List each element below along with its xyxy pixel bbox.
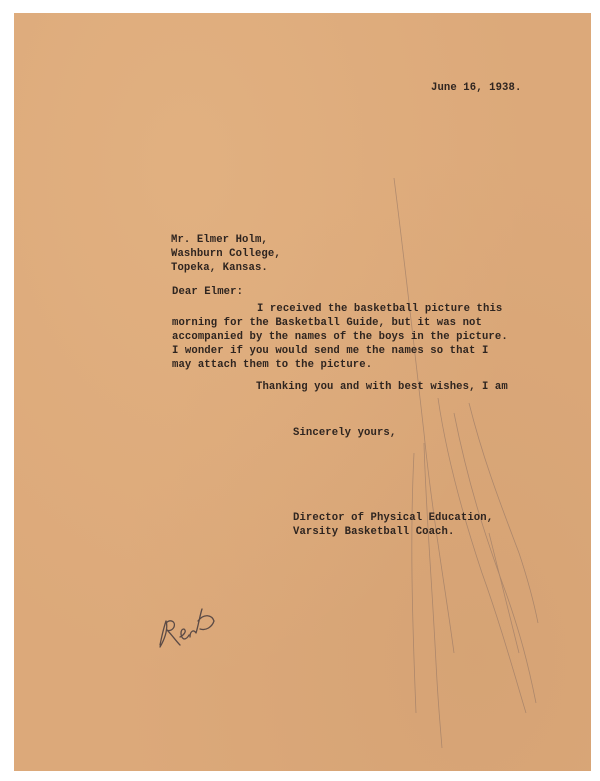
signature-title: Director of Physical Education, [293, 512, 494, 524]
body-line: I wonder if you would send me the names so that I [172, 345, 489, 357]
handwritten-recd-mark-icon [154, 601, 224, 661]
complimentary-closing: Sincerely yours, [293, 427, 397, 439]
body-line: morning for the Basketball Guide, but it was not [172, 317, 482, 329]
recipient-institution: Washburn College, [171, 248, 281, 260]
body-line: I received the basketball picture this [257, 303, 503, 315]
thanks-line: Thanking you and with best wishes, I am [256, 381, 508, 393]
recipient-name: Mr. Elmer Holm, [171, 234, 268, 246]
letter-sheet [14, 13, 591, 771]
signature-subtitle: Varsity Basketball Coach. [293, 526, 455, 538]
recipient-location: Topeka, Kansas. [171, 262, 268, 274]
letter-date: June 16, 1938. [431, 82, 522, 94]
salutation: Dear Elmer: [172, 286, 244, 298]
body-line: may attach them to the picture. [172, 359, 373, 371]
body-line: accompanied by the names of the boys in the picture. [172, 331, 508, 343]
